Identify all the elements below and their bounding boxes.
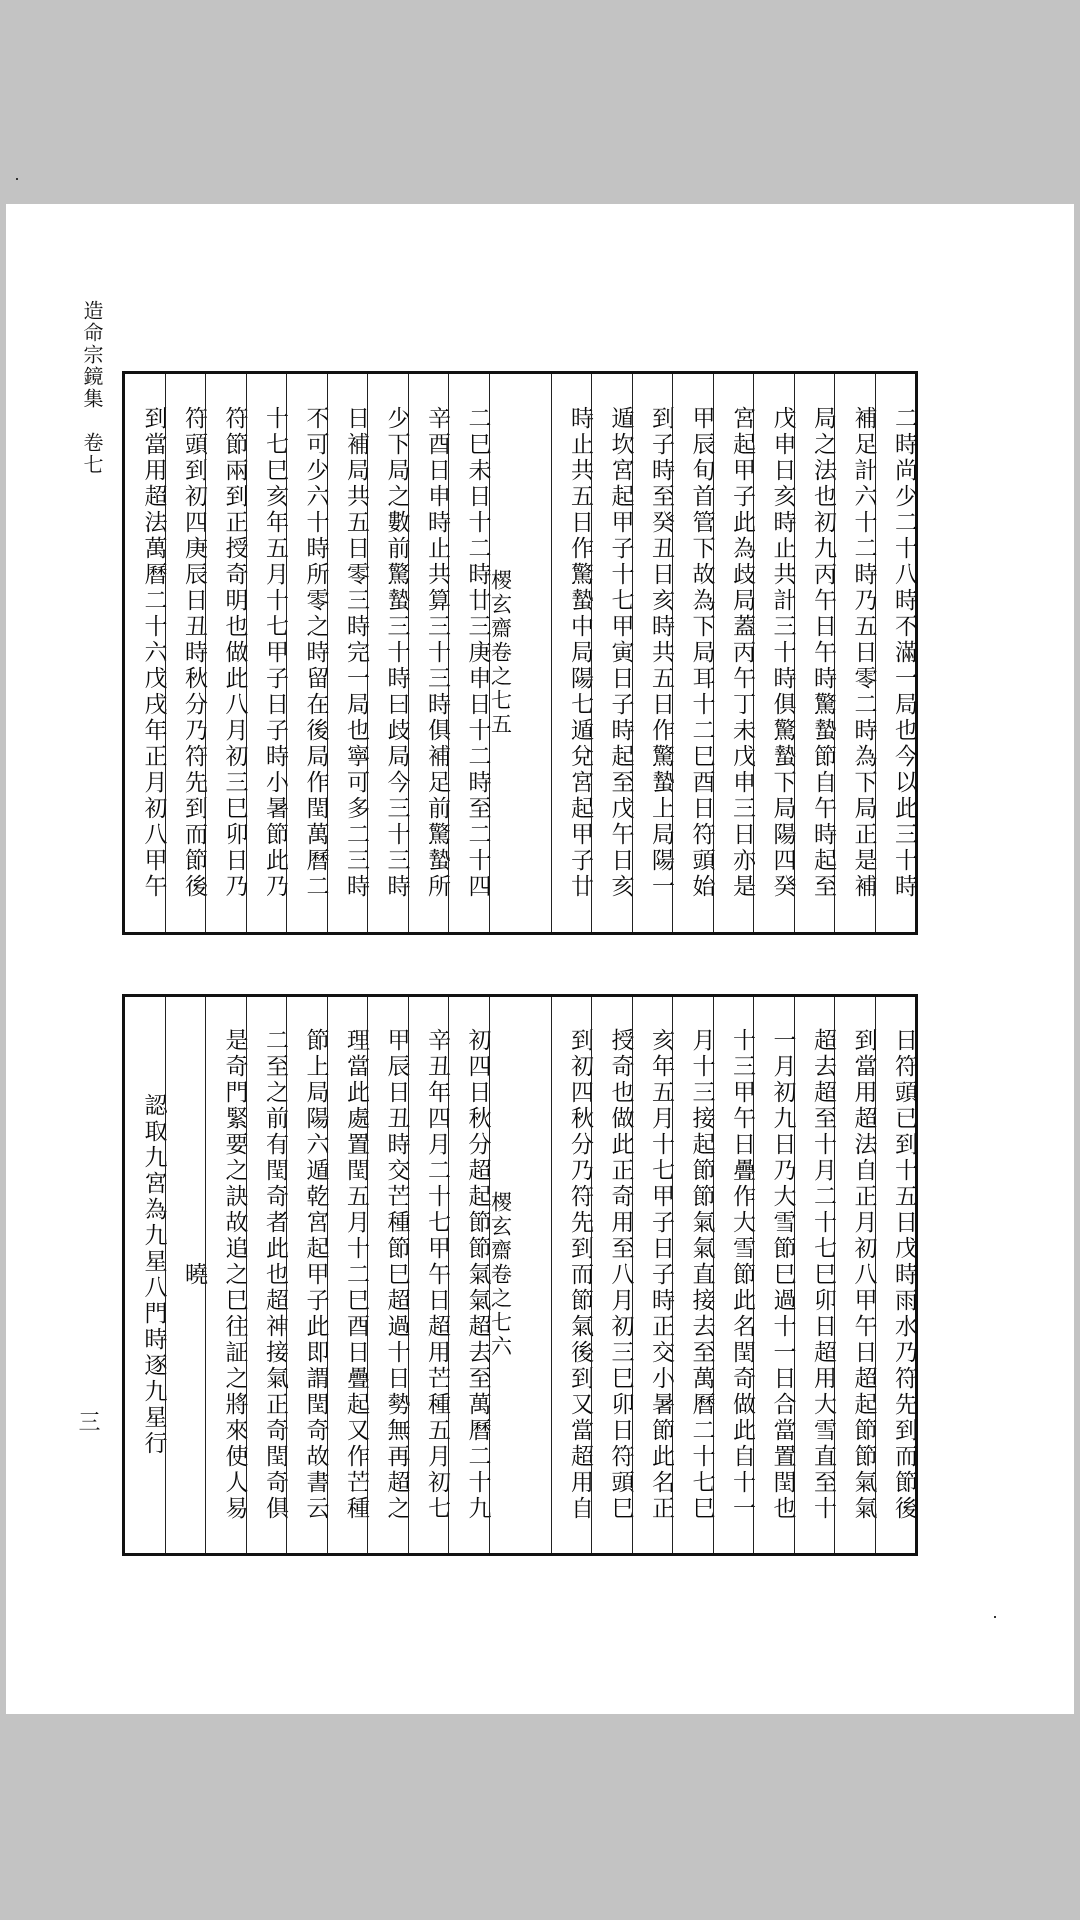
fold-page-number: 五 bbox=[488, 713, 513, 737]
text-column: 曉 bbox=[165, 997, 206, 1553]
fold-juan: 卷之七 bbox=[488, 1263, 513, 1335]
text-column: 到初四秋分乃符先到而節氣後到又當超用自 bbox=[551, 997, 592, 1553]
text-column: 符節兩到正授奇明也做此八月初三巳卯日乃 bbox=[205, 374, 246, 932]
text-column: 日補局共五日零三時完一局也寧可多二三時 bbox=[327, 374, 368, 932]
text-column: 時止共五日作驚蟄中局陽七遁兌宮起甲子廿 bbox=[551, 374, 592, 932]
text-column: 戊申日亥時止共計三十時俱驚蟄下局陽四癸 bbox=[753, 374, 794, 932]
text-column: 認取九宮為九星八門時逐九星行 bbox=[140, 1093, 167, 1457]
text-column: 到當用超法自正月初八甲午日超起節節氣氣 bbox=[834, 997, 875, 1553]
text-column: 補足計六十二時乃五日零二時為下局正是補 bbox=[834, 374, 875, 932]
fold-juan: 卷之七 bbox=[488, 641, 513, 713]
text-column: 到子時至癸丑日亥時共五日作驚蟄上局陽一 bbox=[632, 374, 673, 932]
text-column: 亥年五月十七甲子日子時正交小暑節此名正 bbox=[632, 997, 673, 1553]
text-column: 二時尚少二十八時不滿一局也今以此三十時 bbox=[875, 374, 916, 932]
lower-text-block bbox=[122, 994, 918, 1556]
fold-head: 㮨玄齋 bbox=[488, 1191, 513, 1263]
text-column: 甲辰旬首管下故為下局耳十二巳酉日符頭始 bbox=[672, 374, 713, 932]
text-column: 二巳未日十二時廿三庚申日十二時至二十四 bbox=[448, 374, 489, 932]
text-column: 是奇門緊要之訣故追之巳往証之將來使人易 bbox=[205, 997, 246, 1553]
text-column: 節上局陽六遁乾宮起甲子此即謂閏奇故書云 bbox=[286, 997, 327, 1553]
text-column: 初四日秋分超起節節氣氣超去至萬曆二十九 bbox=[448, 997, 489, 1553]
text-column: 十三甲午日疊作大雪節此名閏奇做此自十一 bbox=[713, 997, 754, 1553]
text-column: 不可少六十時所零之時留在後局作閏萬曆二 bbox=[286, 374, 327, 932]
text-column: 遁坎宮起甲子十七甲寅日子時起至戊午日亥 bbox=[591, 374, 632, 932]
scan-speck bbox=[16, 178, 18, 180]
text-column: 符頭到初四庚辰日丑時秋分乃符先到而節後 bbox=[165, 374, 206, 932]
text-column: 到當用超法萬曆二十六戊戌年正月初八甲午 bbox=[140, 406, 167, 900]
fold-page-number: 六 bbox=[488, 1335, 513, 1359]
text-column: 理當此處置閏五月十二巳酉日疊起又作芒種 bbox=[327, 997, 368, 1553]
text-column: 十七巳亥年五月十七甲子日子時小暑節此乃 bbox=[246, 374, 287, 932]
page-number: 三 bbox=[75, 1410, 100, 1432]
fold-column bbox=[489, 374, 551, 932]
text-column: 辛酉日申時止共算三十三時俱補足前驚蟄所 bbox=[408, 374, 449, 932]
text-column: 月十三接起節節氣氣直接去至萬曆二十七巳 bbox=[672, 997, 713, 1553]
scan-speck bbox=[994, 1616, 996, 1618]
text-column: 日符頭已到十五日戊時雨水乃符先到而節後 bbox=[875, 997, 916, 1553]
fold-column bbox=[489, 997, 551, 1553]
text-column: 二至之前有閏奇者此也超神接氣正奇閏奇俱 bbox=[246, 997, 287, 1553]
text-column: 局之法也初九丙午日午時驚蟄節自午時起至 bbox=[794, 374, 835, 932]
fold-head: 㮨玄齋 bbox=[488, 569, 513, 641]
text-column: 甲辰日丑時交芒種節巳超過十日勢無再超之 bbox=[367, 997, 408, 1553]
text-column: 一月初九日乃大雪節巳過十一日合當置閏也 bbox=[753, 997, 794, 1553]
text-column: 少下局之數前驚蟄三十時曰歧局今三十三時 bbox=[367, 374, 408, 932]
text-column: 辛丑年四月二十七甲午日超用芒種五月初七 bbox=[408, 997, 449, 1553]
running-title: 造命宗鏡集 卷七 bbox=[80, 300, 104, 476]
upper-text-block bbox=[122, 371, 918, 935]
text-column: 超去超至十月二十七巳卯日超用大雪直至十 bbox=[794, 997, 835, 1553]
text-column: 宮起甲子此為歧局蓋丙午丁未戊申三日亦是 bbox=[713, 374, 754, 932]
text-column: 授奇也做此正奇用至八月初三巳卯日符頭巳 bbox=[591, 997, 632, 1553]
